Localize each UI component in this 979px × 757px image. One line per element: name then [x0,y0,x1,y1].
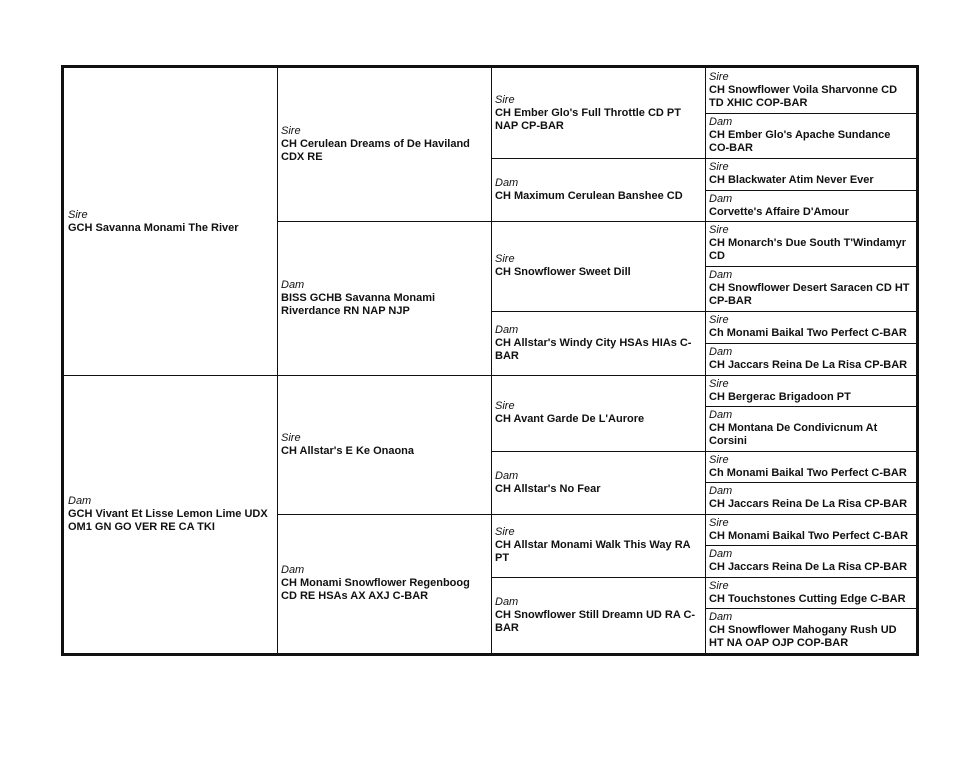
role-label: Dam [495,595,519,608]
ancestor-name: CH Allstar's E Ke Onaona [281,444,415,457]
role-label: Sire [709,161,729,173]
gen2-sire-dam [277,221,491,375]
row-divider [491,158,916,159]
column-divider [491,68,492,653]
row-divider [491,311,916,312]
role-label: Dam [495,323,519,336]
role-label: Sire [709,377,729,390]
gen3-ss-sire [491,68,705,158]
gen2-dam-sire [277,375,491,514]
role-label: Sire [281,431,301,444]
pedigree-chart [61,65,919,656]
row-divider [705,266,916,267]
gen3-ss-dam [491,158,705,221]
role-label: Dam [709,269,733,281]
gen4-sds-sire [705,221,916,266]
ancestor-name: BISS GCHB Savanna Monami Riverdance RN NAP NJP [281,291,436,317]
gen4-dss-sire [705,375,916,406]
gen2-sire-sire [277,68,491,221]
row-divider [64,375,916,376]
row-divider [705,406,916,407]
role-label: Sire [709,453,729,466]
ancestor-name: CH Ember Glo's Apache Sundance CO-BAR [709,129,891,154]
gen3-sd-dam [491,311,705,375]
ancestor-name: CH Montana De Condivicnum At Corsini [709,422,878,447]
role-label: Dam [495,469,519,482]
ancestor-name: CH Blackwater Atim Never Ever [709,174,874,186]
ancestor-name: CH Snowflower Desert Saracen CD HT CP-BAR [709,282,910,307]
ancestor-name: CH Snowflower Still Dreamn UD RA C-BAR [495,608,696,634]
column-divider [705,68,706,653]
role-label: Dam [709,346,733,358]
gen4-dds-sire [705,514,916,545]
ancestor-name: CH Jaccars Reina De La Risa CP-BAR [709,561,908,573]
row-divider [705,113,916,114]
ancestor-name: CH Snowflower Mahogany Rush UD HT NA OAP OJP COP-BAR [709,624,897,649]
ancestor-name: CH Allstar's Windy City HSAs HIAs C-BAR [495,336,692,362]
gen4-sss-dam [705,113,916,158]
ancestor-name: CH Allstar's No Fear [495,482,601,495]
column-divider [277,68,278,653]
ancestor-name: CH Ember Glo's Full Throttle CD PT NAP CP-BAR [495,106,681,132]
ancestor-name: Ch Monami Baikal Two Perfect C-BAR [709,327,907,339]
ancestor-name: CH Monami Snowflower Regenboog CD RE HSAs AX AXJ C-BAR [281,577,470,602]
row-divider [277,221,916,222]
ancestor-name: CH Monami Baikal Two Perfect C-BAR [709,529,909,542]
role-label: Sire [495,253,515,265]
role-label: Sire [281,125,301,137]
role-label: Dam [709,192,733,205]
ancestor-name: CH Maximum Cerulean Banshee CD [495,189,683,202]
ancestor-name: CH Snowflower Voila Sharvonne CD TD XHIC COP-BAR [709,84,898,109]
gen3-ds-sire [491,375,705,451]
gen1-dam [64,375,277,653]
gen3-sd-sire [491,221,705,311]
row-divider [705,482,916,483]
gen4-ssd-sire [705,158,916,190]
gen2-dam-dam [277,514,491,653]
gen3-ds-dam [491,451,705,514]
row-divider [491,577,916,578]
gen3-dd-sire [491,514,705,577]
gen4-sdd-sire [705,311,916,343]
ancestor-name: Ch Monami Baikal Two Perfect C-BAR [709,466,907,479]
ancestor-name: CH Snowflower Sweet Dill [495,266,631,278]
role-label: Dam [709,611,733,623]
ancestor-name: CH Touchstones Cutting Edge C-BAR [709,592,906,605]
gen4-dsd-sire [705,451,916,482]
row-divider [491,451,916,452]
role-label: Dam [281,564,305,576]
ancestor-name: CH Monarch's Due South T'Windamyr CD [709,237,907,262]
ancestor-name: GCH Vivant Et Lisse Lemon Lime UDX OM1 GN GO VER RE CA TKI [68,507,268,533]
role-label: Dam [281,278,305,291]
role-label: Dam [709,116,733,128]
ancestor-name: CH Cerulean Dreams of De Haviland CDX RE [281,138,470,163]
gen3-dd-dam [491,577,705,653]
role-label: Dam [495,176,519,189]
ancestor-name: CH Jaccars Reina De La Risa CP-BAR [709,498,908,510]
role-label: Dam [709,485,733,497]
ancestor-name: CH Jaccars Reina De La Risa CP-BAR [709,359,908,371]
role-label: Sire [709,224,729,236]
ancestor-name: CH Avant Garde De L'Aurore [495,413,645,425]
role-label: Sire [709,516,729,529]
gen4-ddd-sire [705,577,916,608]
gen4-sdd-dam [705,343,916,375]
ancestor-name: Corvette's Affaire D'Amour [709,205,849,218]
ancestor-name: CH Bergerac Brigadoon PT [709,390,851,403]
gen4-dsd-dam [705,482,916,514]
gen4-dds-dam [705,545,916,577]
role-label: Sire [495,400,515,412]
gen1-sire [64,68,277,375]
role-label: Sire [68,208,88,221]
role-label: Dam [68,494,92,507]
gen4-ddd-dam [705,608,916,653]
role-label: Sire [495,93,515,106]
row-divider [705,608,916,609]
gen4-sds-dam [705,266,916,311]
row-divider [705,343,916,344]
ancestor-name: GCH Savanna Monami The River [68,221,239,234]
gen4-ssd-dam [705,190,916,221]
ancestor-name: CH Allstar Monami Walk This Way RA PT [495,539,691,564]
gen4-sss-sire [705,68,916,113]
row-divider [277,514,916,515]
role-label: Dam [709,409,733,421]
row-divider [705,545,916,546]
role-label: Sire [709,579,729,592]
row-divider [705,190,916,191]
role-label: Sire [709,71,729,83]
role-label: Sire [709,314,729,326]
gen4-dss-dam [705,406,916,451]
role-label: Sire [495,526,515,538]
role-label: Dam [709,548,733,560]
